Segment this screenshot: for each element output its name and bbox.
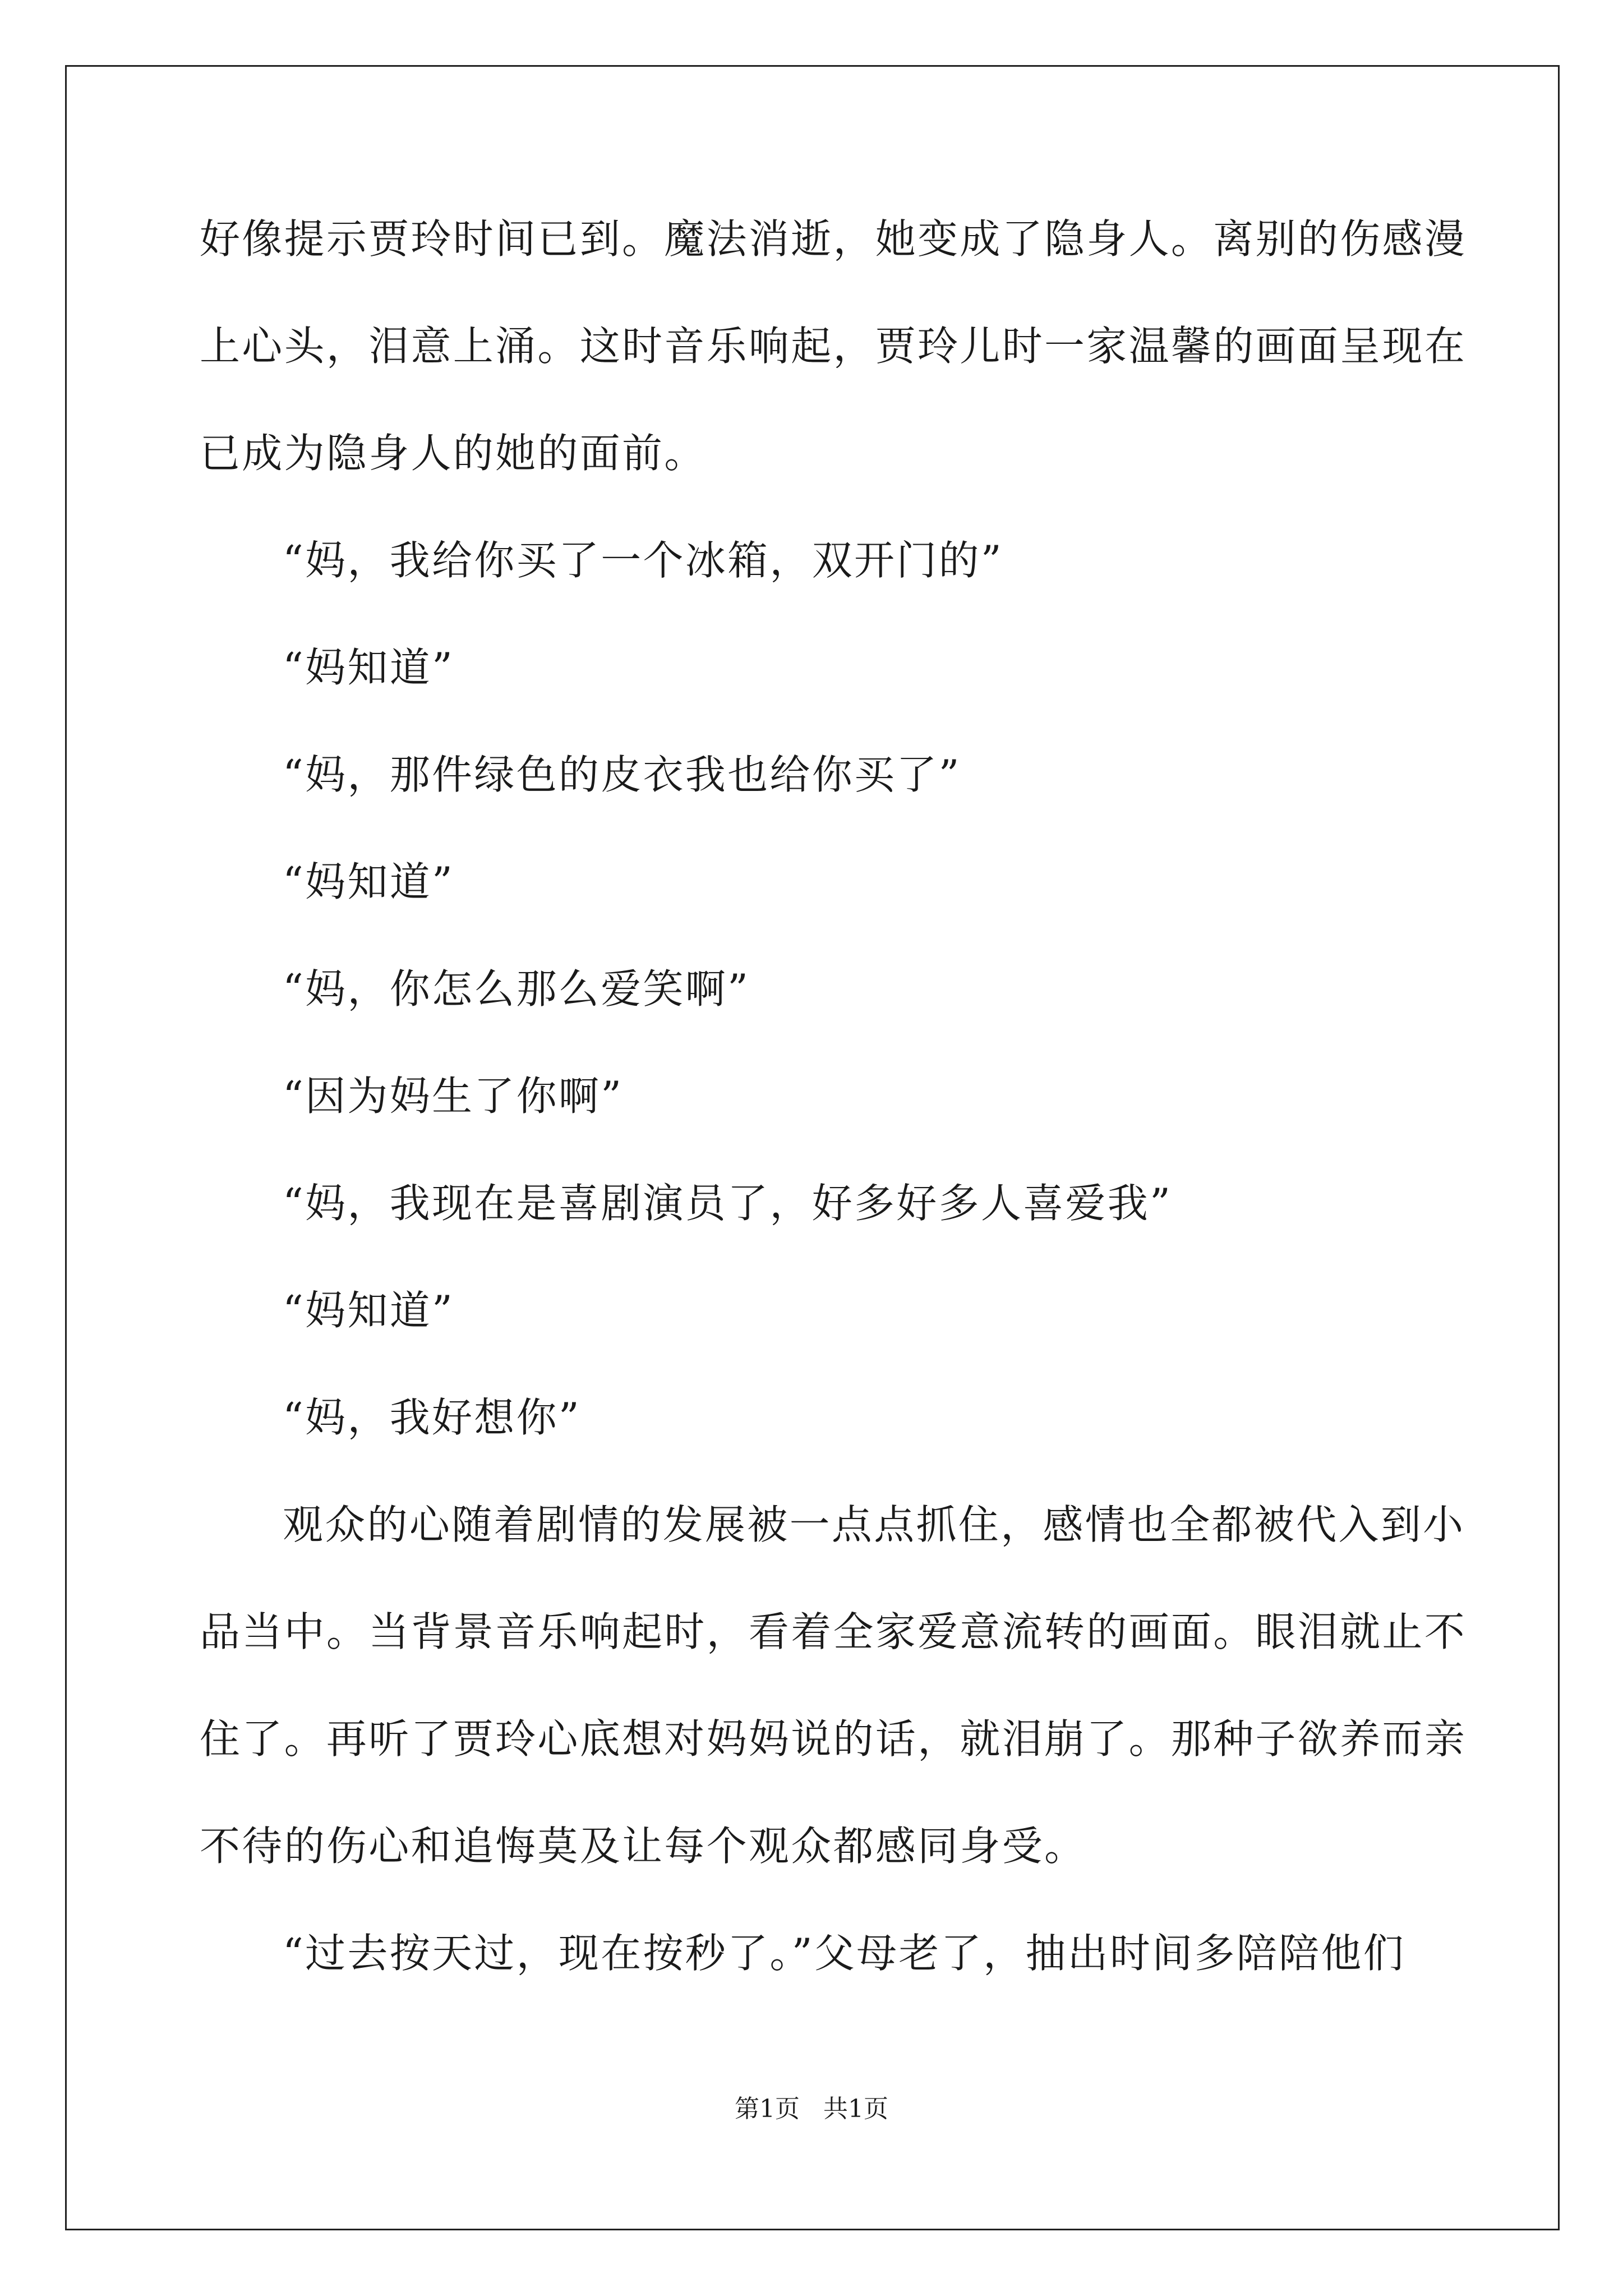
page-number-current: 第1页 [735,2095,800,2123]
dialogue-line: “妈知道” [283,1287,455,1334]
dialogue-line: “妈知道” [283,858,455,905]
text-line: 品当中。当背景音乐响起时，看着全家爱意流转的画面。眼泪就止不 [200,1608,1467,1655]
text-line: 住了。再听了贾玲心底想对妈妈说的话，就泪崩了。那种子欲养而亲 [200,1715,1467,1763]
dialogue-line: “妈知道” [283,644,455,691]
dialogue-line: “因为妈生了你啊” [283,1073,624,1120]
dialogue-line: “妈，我给你买了一个冰箱，双开门的” [283,537,1004,584]
text-line: 不待的伤心和追悔莫及让每个观众都感同身受。 [200,1823,1087,1870]
dialogue-line: “妈，你怎么那么爱笑啊” [283,965,750,1013]
page-number-total: 共1页 [823,2095,888,2123]
document-body [200,215,1467,2040]
text-line: 上心头，泪意上涌。这时音乐响起，贾玲儿时一家温馨的画面呈现在 [200,323,1467,370]
dialogue-line: “妈，我现在是喜剧演员了，好多好多人喜爱我” [283,1180,1173,1227]
dialogue-line: “妈，我好想你” [283,1394,582,1441]
text-line: 已成为隐身人的她的面前。 [200,430,707,477]
dialogue-line: “妈，那件绿色的皮衣我也给你买了” [283,751,961,798]
page-footer [0,2097,1623,2122]
text-line: 好像提示贾玲时间已到。魔法消逝，她变成了隐身人。离别的伤感漫 [200,215,1467,263]
paragraph-start-line: “过去按天过，现在按秒了。”父母老了，抽出时间多陪陪他们 [283,1930,1406,1977]
paragraph-start-line: 观众的心随着剧情的发展被一点点抓住，感情也全都被代入到小 [283,1501,1465,1548]
